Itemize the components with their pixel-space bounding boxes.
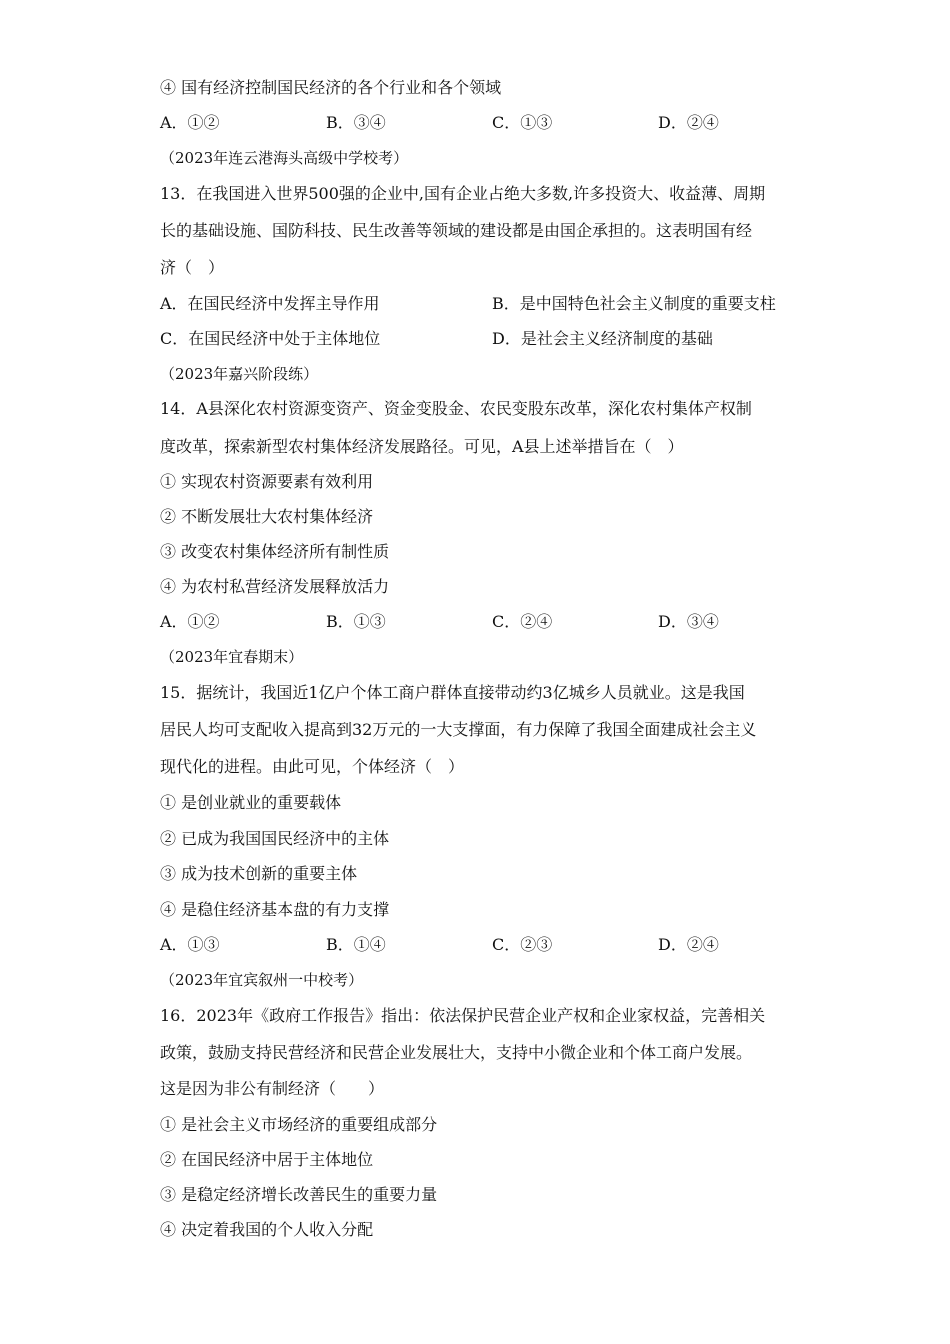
question-text: 16．2023年《政府工作报告》指出：依法保护民营企业产权和企业家权益，完善相关 [160, 1006, 766, 1025]
statement-2: ② 不断发展壮大农村集体经济 [160, 507, 374, 526]
question-text: 长的基础设施、国防科技、民生改善等领域的建设都是由国企承担的。这表明国有经 [160, 221, 753, 240]
option-a: A．①② [160, 612, 220, 631]
option-a: A．①② [160, 113, 220, 132]
statement-4: ④ 国有经济控制国民经济的各个行业和各个领域 [160, 78, 502, 97]
option-c: C．②④ [492, 612, 553, 631]
question-source: （2023年宜春期末） [160, 648, 304, 666]
option-d: D．②④ [658, 935, 719, 954]
option-b: B．①③ [326, 612, 386, 631]
option-c: C．在国民经济中处于主体地位 [160, 329, 381, 348]
statement-4: ④ 决定着我国的个人收入分配 [160, 1220, 374, 1239]
options-row [160, 934, 800, 956]
question-text: 13．在我国进入世界500强的企业中,国有企业占绝大多数,许多投资大、收益薄、周期 [160, 184, 766, 203]
statement-3: ③ 是稳定经济增长改善民生的重要力量 [160, 1185, 438, 1204]
option-b: B．①④ [326, 935, 386, 954]
question-source: （2023年嘉兴阶段练） [160, 365, 319, 383]
options-row [160, 328, 800, 350]
option-c: C．①③ [492, 113, 553, 132]
statement-3: ③ 改变农村集体经济所有制性质 [160, 542, 390, 561]
statement-2: ② 在国民经济中居于主体地位 [160, 1150, 374, 1169]
statement-1: ① 是创业就业的重要载体 [160, 793, 342, 812]
question-text: 15．据统计，我国近1亿户个体工商户群体直接带动约3亿城乡人员就业。这是我国 [160, 683, 745, 702]
question-text: 济（ ） [160, 258, 225, 277]
question-text: 居民人均可支配收入提高到32万元的一大支撑面，有力保障了我国全面建成社会主义 [160, 720, 757, 739]
option-b: B．是中国特色社会主义制度的重要支柱 [492, 294, 776, 313]
option-b: B．③④ [326, 113, 386, 132]
option-c: C．②③ [492, 935, 553, 954]
question-text: 现代化的进程。由此可见，个体经济（ ） [160, 757, 465, 776]
question-text: 14．A县深化农村资源变资产、资金变股金、农民变股东改革，深化农村集体产权制 [160, 399, 752, 418]
option-d: D．是社会主义经济制度的基础 [492, 329, 713, 348]
option-a: A．①③ [160, 935, 220, 954]
options-row [160, 611, 800, 633]
statement-4: ④ 为农村私营经济发展释放活力 [160, 577, 390, 596]
statement-2: ② 已成为我国国民经济中的主体 [160, 829, 390, 848]
statement-1: ① 是社会主义市场经济的重要组成部分 [160, 1115, 438, 1134]
option-d: D．②④ [658, 113, 719, 132]
question-text: 这是因为非公有制经济（ ） [160, 1079, 385, 1098]
statement-1: ① 实现农村资源要素有效利用 [160, 472, 374, 491]
option-a: A．在国民经济中发挥主导作用 [160, 294, 380, 313]
options-row [160, 112, 800, 134]
question-source: （2023年连云港海头高级中学校考） [160, 149, 409, 167]
options-row [160, 293, 800, 315]
question-text: 政策，鼓励支持民营经济和民营企业发展壮大，支持中小微企业和个体工商户发展。 [160, 1043, 753, 1062]
question-source: （2023年宜宾叙州一中校考） [160, 971, 364, 989]
option-d: D．③④ [658, 612, 719, 631]
question-text: 度改革，探索新型农村集体经济发展路径。可见，A县上述举措旨在（ ） [160, 437, 684, 456]
statement-3: ③ 成为技术创新的重要主体 [160, 864, 358, 883]
statement-4: ④ 是稳住经济基本盘的有力支撑 [160, 900, 390, 919]
